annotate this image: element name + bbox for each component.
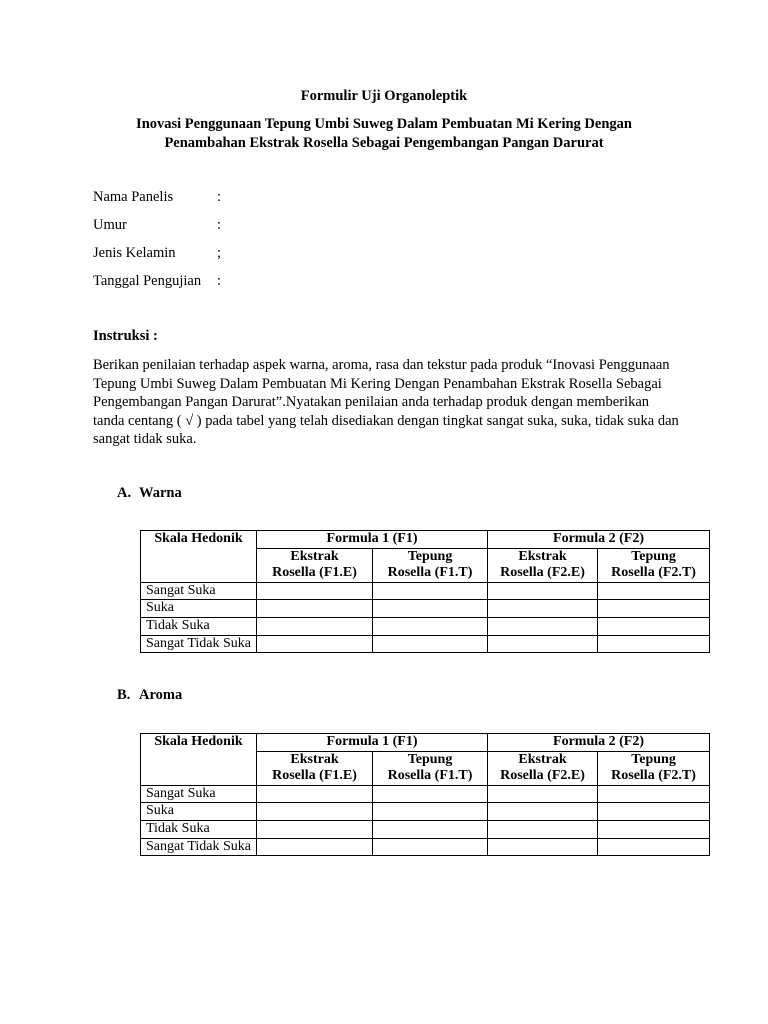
rating-cell[interactable] <box>598 582 710 600</box>
table-row <box>141 803 710 821</box>
rating-cell[interactable] <box>257 820 373 838</box>
header-line: Tepung <box>407 751 453 767</box>
rating-cell[interactable] <box>257 600 373 618</box>
subtitle-line-2: Penambahan Ekstrak Rosella Sebagai Pengembangan Pangan Darurat <box>164 135 604 151</box>
header-line: Tepung <box>407 548 453 564</box>
header-line: Ekstrak <box>518 548 567 564</box>
header-f2e <box>488 751 598 785</box>
scale-label: Sangat Tidak Suka <box>141 838 257 856</box>
rating-cell[interactable] <box>373 820 488 838</box>
header-line: Tepung <box>631 751 676 767</box>
header-line: Rosella (F2.T) <box>611 565 696 581</box>
rating-cell[interactable] <box>373 785 488 803</box>
subtitle-line-1: Inovasi Penggunaan Tepung Umbi Suweg Dalam Pembuatan Mi Kering Dengan <box>136 116 632 132</box>
rating-cell[interactable] <box>257 785 373 803</box>
table-row <box>141 582 710 600</box>
header-line: Rosella (F1.E) <box>272 768 357 784</box>
header-line: Tepung <box>631 548 676 564</box>
table-row <box>141 600 710 618</box>
field-separator: : <box>217 273 222 289</box>
section-name: Aroma <box>139 687 183 703</box>
rating-cell[interactable] <box>257 803 373 821</box>
header-line: Ekstrak <box>290 751 339 767</box>
header-formula-2: Formula 2 (F2) <box>488 734 710 752</box>
rating-cell[interactable] <box>257 582 373 600</box>
header-line: Ekstrak <box>518 751 567 767</box>
field-label: Tanggal Pengujian <box>93 273 202 289</box>
hedonic-table-warna <box>140 530 710 653</box>
section-title-aroma <box>117 687 182 704</box>
rating-cell[interactable] <box>598 600 710 618</box>
section-name: Warna <box>139 485 182 501</box>
scale-label: Tidak Suka <box>141 617 257 635</box>
header-line: Rosella (F2.E) <box>500 768 585 784</box>
rating-cell[interactable] <box>373 600 488 618</box>
table-row <box>141 838 710 856</box>
rating-cell[interactable] <box>598 785 710 803</box>
header-skala-hedonik: Skala Hedonik <box>141 734 257 786</box>
rating-cell[interactable] <box>373 635 488 653</box>
header-formula-2: Formula 2 (F2) <box>488 531 710 549</box>
header-line: Rosella (F1.E) <box>272 565 357 581</box>
header-f1e <box>257 751 373 785</box>
rating-cell[interactable] <box>488 785 598 803</box>
section-letter: A. <box>117 485 132 501</box>
field-label: Jenis Kelamin <box>93 245 176 261</box>
rating-cell[interactable] <box>598 820 710 838</box>
header-line: Rosella (F2.T) <box>611 768 696 784</box>
header-f1e <box>257 548 373 582</box>
header-line: Rosella (F1.T) <box>387 768 473 784</box>
rating-cell[interactable] <box>488 600 598 618</box>
header-line: Rosella (F2.E) <box>500 565 585 581</box>
scale-label: Sangat Suka <box>141 785 257 803</box>
instructions-text: Berikan penilaian terhadap aspek warna, aroma, rasa dan tekstur pada produk “Inovasi Penggunaan Tepung Umbi Suweg Dalam Pembuatan Mi Kering Dengan Penambahan Ekstrak Rosella Sebagai Pengembangan Pangan Darurat”.Nyatakan penilaian anda terhadap produk dengan memberikan tanda centang ( √ ) pada tabel yang telah disediakan dengan tingkat sangat suka, suka, tidak suka dan sangat tidak suka. <box>93 357 679 448</box>
field-label: Nama Panelis <box>93 189 174 205</box>
rating-cell[interactable] <box>598 635 710 653</box>
rating-cell[interactable] <box>488 617 598 635</box>
rating-cell[interactable] <box>373 838 488 856</box>
scale-label: Suka <box>141 803 257 821</box>
rating-cell[interactable] <box>488 635 598 653</box>
table-header-row <box>141 734 710 752</box>
header-formula-1: Formula 1 (F1) <box>257 734 488 752</box>
rating-cell[interactable] <box>598 617 710 635</box>
rating-cell[interactable] <box>488 582 598 600</box>
rating-cell[interactable] <box>488 803 598 821</box>
table-row <box>141 617 710 635</box>
table-row <box>141 785 710 803</box>
hedonic-table-aroma <box>140 733 710 856</box>
instructions-heading: Instruksi : <box>93 328 158 344</box>
rating-cell[interactable] <box>257 617 373 635</box>
rating-cell[interactable] <box>373 617 488 635</box>
table-row <box>141 820 710 838</box>
document-subtitle <box>0 115 768 153</box>
document-title: Formulir Uji Organoleptik <box>300 88 468 104</box>
header-f2t <box>598 548 710 582</box>
rating-cell[interactable] <box>373 582 488 600</box>
table-header-row <box>141 531 710 549</box>
rating-cell[interactable] <box>373 803 488 821</box>
header-line: Ekstrak <box>290 548 339 564</box>
header-f1t <box>373 751 488 785</box>
section-letter: B. <box>117 687 131 703</box>
header-f2e <box>488 548 598 582</box>
rating-cell[interactable] <box>257 635 373 653</box>
rating-cell[interactable] <box>257 838 373 856</box>
rating-cell[interactable] <box>488 838 598 856</box>
rating-cell[interactable] <box>598 838 710 856</box>
field-separator: : <box>217 217 222 233</box>
rating-cell[interactable] <box>488 820 598 838</box>
rating-cell[interactable] <box>598 803 710 821</box>
field-label: Umur <box>93 217 127 233</box>
scale-label: Suka <box>141 600 257 618</box>
header-formula-1: Formula 1 (F1) <box>257 531 488 549</box>
scale-label: Tidak Suka <box>141 820 257 838</box>
field-separator: ; <box>217 245 222 261</box>
table-row <box>141 635 710 653</box>
field-separator: : <box>217 189 222 205</box>
header-line: Rosella (F1.T) <box>387 565 473 581</box>
header-f2t <box>598 751 710 785</box>
header-f1t <box>373 548 488 582</box>
section-title-warna <box>117 485 182 502</box>
scale-label: Sangat Suka <box>141 582 257 600</box>
header-skala-hedonik: Skala Hedonik <box>141 531 257 583</box>
scale-label: Sangat Tidak Suka <box>141 635 257 653</box>
